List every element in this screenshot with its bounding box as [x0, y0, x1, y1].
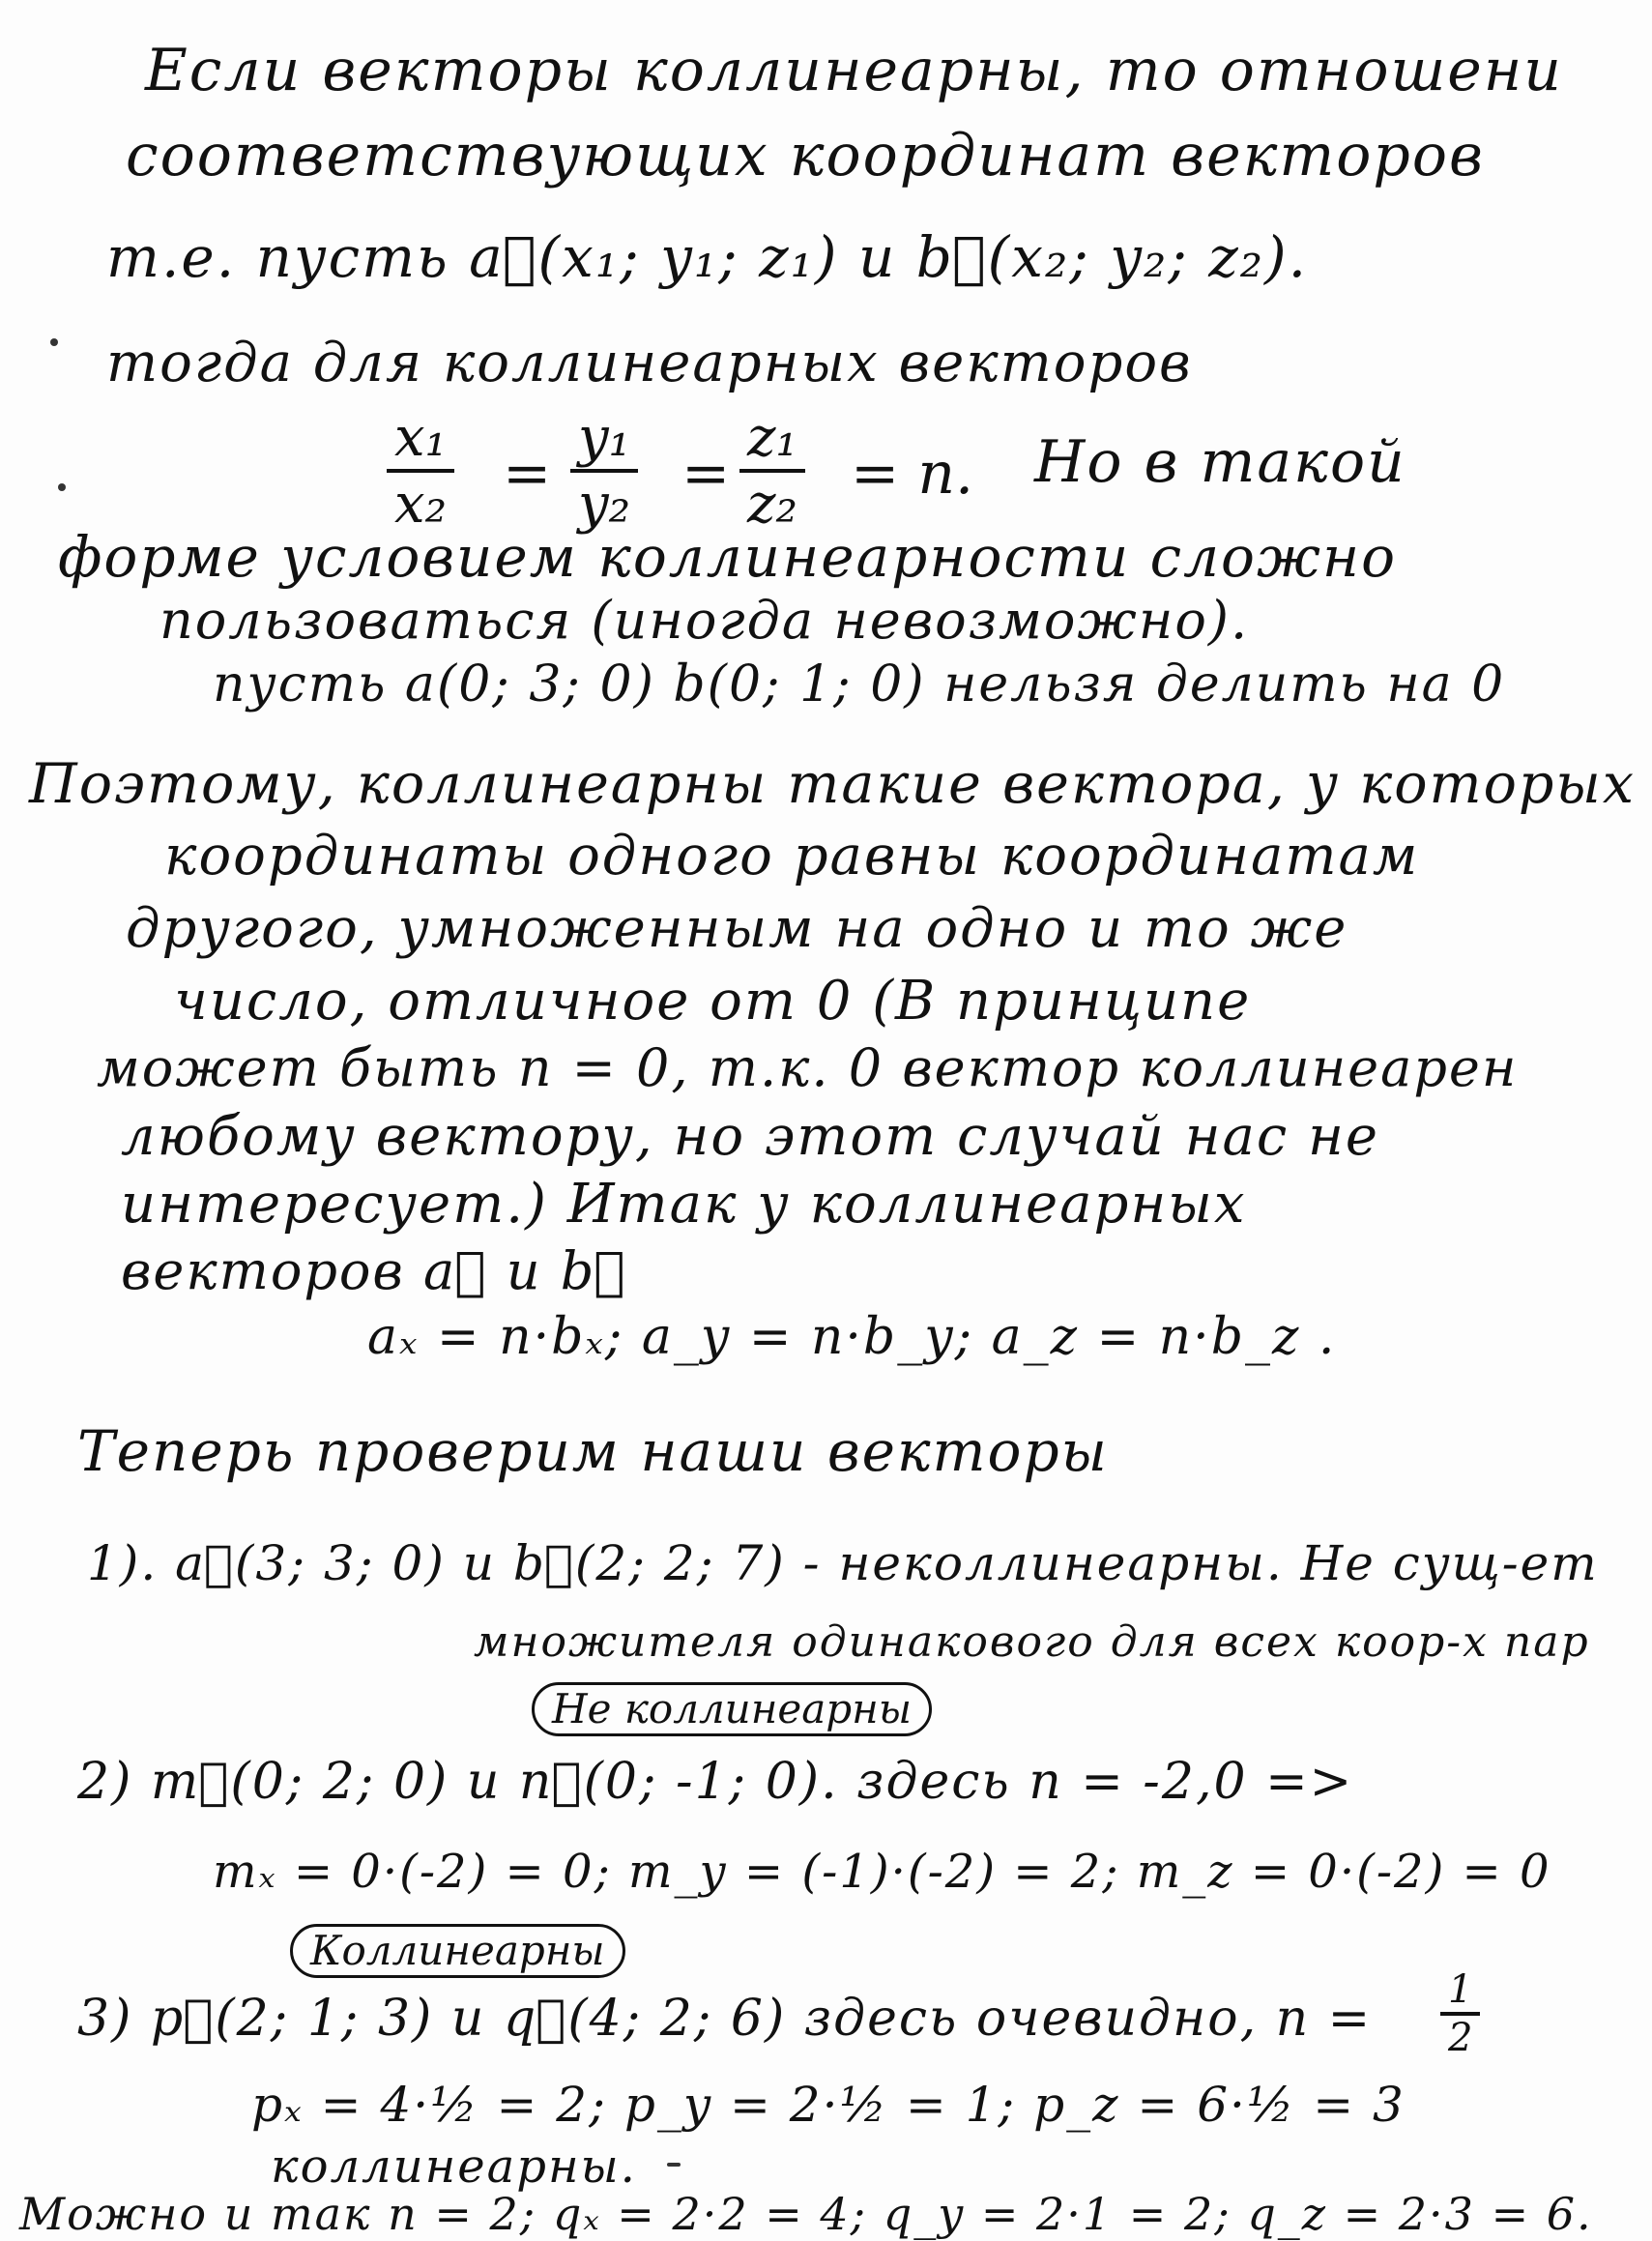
- text-line-2: соответствующих координат векторов: [126, 122, 1485, 189]
- text-line-4: тогда для коллинеарных векторов: [106, 332, 1193, 394]
- text-line-16: векторов a⃗ и b⃗: [121, 1240, 627, 1301]
- fraction-y-numerator: y₁: [570, 406, 638, 473]
- formula-p-coords: pₓ = 4·½ = 2; p_y = 2·½ = 1; p_z = 6·½ = 3: [251, 2077, 1406, 2133]
- text-line-9: Поэтому, коллинеарны такие вектора, у которых: [29, 752, 1636, 816]
- fraction-y: [570, 406, 638, 536]
- equals-n: = n.: [851, 440, 974, 508]
- text-line-21: 2) m⃗(0; 2; 0) и n⃗(0; -1; 0). здесь n = -2,0 =>: [77, 1753, 1354, 1811]
- one-half-numerator: 1: [1440, 1967, 1480, 2016]
- text-line-3: т.е. пусть a⃗(x₁; y₁; z₁) и b⃗(x₂; y₂; z₂).: [106, 224, 1309, 290]
- equals-sign-2: =: [681, 440, 731, 508]
- fraction-x-denominator: x₂: [394, 473, 448, 536]
- circled-note-collinear: Коллинеарны: [290, 1924, 625, 1978]
- formula-m-coords: mₓ = 0·(-2) = 0; m_y = (-1)·(-2) = 2; m_z = 0·(-2) = 0: [213, 1845, 1551, 1899]
- text-line-26: Можно и так n = 2; qₓ = 2·2 = 4; q_y = 2·1 = 2; q_z = 2·3 = 6.: [19, 2188, 1593, 2240]
- text-line-18: Теперь проверим наши векторы: [77, 1418, 1109, 1484]
- text-line-12: число, отличное от 0 (В принципе: [174, 970, 1252, 1033]
- text-line-23: 3) p⃗(2; 1; 3) и q⃗(4; 2; 6) здесь очевидно, n =: [77, 1990, 1373, 2048]
- text-line-25: коллинеарны.: [271, 2139, 637, 2194]
- text-line-15: интересует.) Итак у коллинеарных: [121, 1173, 1247, 1236]
- text-line-19: 1). a⃗(3; 3; 0) и b⃗(2; 2; 7) - неколлинеарны. Не сущ-ет: [87, 1535, 1599, 1591]
- fraction-z-numerator: z₁: [739, 406, 805, 473]
- text-line-8: пусть a(0; 3; 0) b(0; 1; 0) нельзя делить на 0: [213, 655, 1506, 713]
- fraction-z: [739, 406, 805, 536]
- text-line-11: другого, умноженным на одно и то же: [126, 897, 1348, 960]
- fraction-z-denominator: z₂: [747, 473, 797, 536]
- text-line-14: любому вектору, но этот случай нас не: [121, 1105, 1380, 1168]
- formula-collinear-coords: aₓ = n·bₓ; a_y = n·b_y; a_z = n·b_z .: [367, 1308, 1337, 1366]
- text-line-10: координаты одного равны координатам: [164, 825, 1420, 888]
- text-line-6: форме условием коллинеарности сложно: [58, 524, 1398, 590]
- ink-dot-3: [667, 2163, 681, 2167]
- text-line-20: множителя одинакового для всех коор-х пар: [474, 1617, 1590, 1667]
- fraction-x-numerator: x₁: [387, 406, 454, 473]
- one-half-denominator: 2: [1448, 2016, 1473, 2060]
- circled-note-not-collinear: Не коллинеарны: [532, 1682, 932, 1736]
- fraction-one-half: [1440, 1967, 1480, 2060]
- equals-sign-1: =: [503, 440, 552, 508]
- fraction-x: [387, 406, 454, 536]
- ink-dot-1: [50, 338, 58, 346]
- text-line-13: может быть n = 0, т.к. 0 вектор коллинеарен: [97, 1037, 1519, 1098]
- text-line-5: Но в такой: [1034, 428, 1406, 496]
- ink-dot-2: [58, 483, 66, 491]
- text-line-7: пользоваться (иногда невозможно).: [159, 590, 1250, 651]
- text-line-1: Если векторы коллинеарны, то отношени: [145, 37, 1563, 104]
- fraction-y-denominator: y₂: [578, 473, 631, 536]
